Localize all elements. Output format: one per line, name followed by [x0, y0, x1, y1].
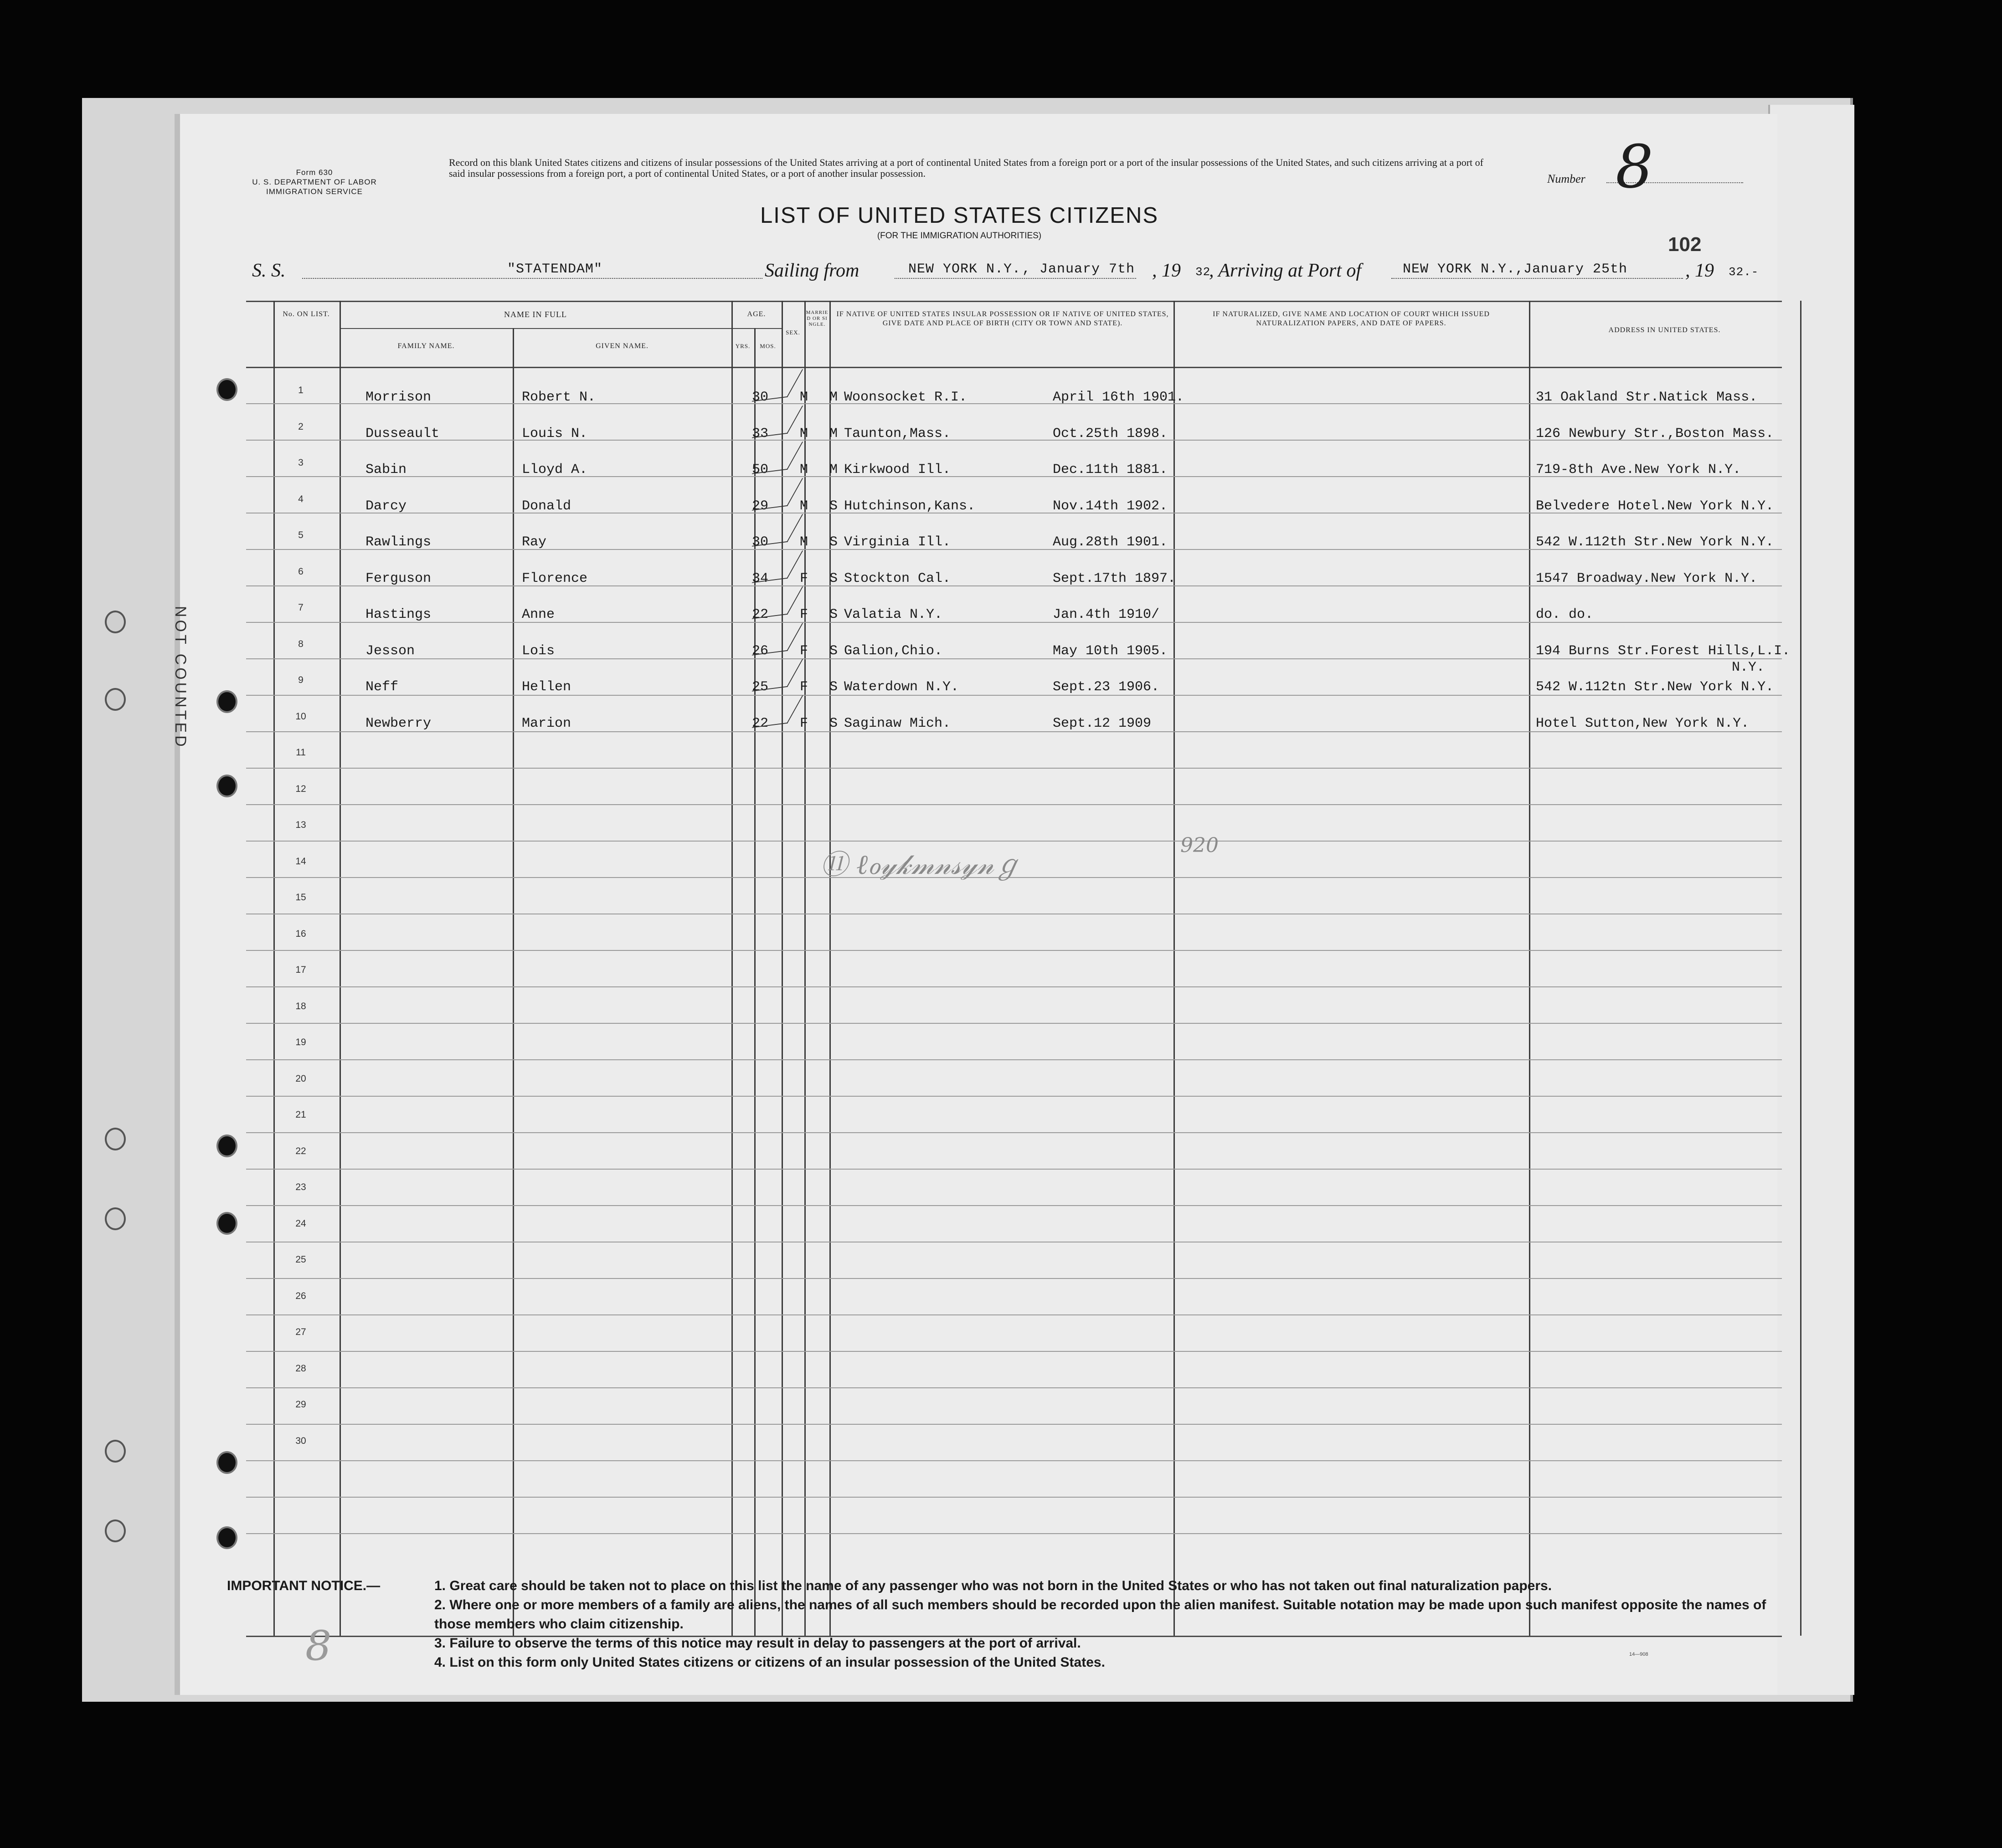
birth-date-cell: Sept.17th 1897. — [1053, 570, 1176, 586]
checkmark-icon — [752, 406, 803, 438]
row-rule — [246, 841, 1782, 842]
binder-hole — [216, 1526, 237, 1549]
birthplace-cell: Galion,Chio. — [844, 643, 943, 659]
name-subheader-rule — [340, 328, 731, 329]
sex-cell: F — [800, 570, 808, 586]
sailing-from-label: Sailing from — [765, 260, 859, 281]
header-family-name: FAMILY NAME. — [397, 342, 455, 350]
row-rule — [246, 1351, 1782, 1352]
birthplace-cell: Virginia Ill. — [844, 534, 951, 550]
row-number: 6 — [298, 566, 304, 577]
birthplace-cell: Taunton,Mass. — [844, 426, 951, 441]
passenger-table — [246, 301, 1791, 1636]
row-rule — [246, 1278, 1782, 1279]
birthplace-cell: Valatia N.Y. — [844, 607, 943, 622]
address-cell: 126 Newbury Str.,Boston Mass. — [1536, 426, 1774, 441]
age-subheader-rule — [731, 328, 782, 329]
col-line-yrs — [731, 301, 733, 1636]
row-rule — [246, 1205, 1782, 1206]
header-bottom-rule — [246, 367, 1782, 368]
row-rule — [246, 768, 1782, 769]
row-number: 16 — [295, 928, 306, 939]
binder-hole — [105, 611, 126, 633]
birth-date-cell: April 16th 1901. — [1053, 390, 1184, 405]
binder-hole — [216, 1212, 237, 1235]
row-rule — [246, 1096, 1782, 1097]
birthplace-cell: Waterdown N.Y. — [844, 679, 959, 695]
age-years-cell: 22 — [752, 607, 769, 622]
notice-item-2: 2. Where one or more members of a family are aliens, the names of all such members should be recorded upon the alien manifest. Suitable notation may be made upon such manifest opposite the names of those members who claim citizenship. — [434, 1597, 1766, 1632]
age-years-cell: 22 — [752, 715, 769, 731]
binder-hole — [105, 1207, 126, 1230]
department-name: U. S. DEPARTMENT OF LABOR — [252, 178, 377, 186]
notice-heading: IMPORTANT NOTICE.— — [227, 1578, 381, 1593]
row-number: 14 — [295, 856, 306, 867]
row-number: 7 — [298, 602, 304, 613]
header-mos: MOS. — [760, 343, 776, 349]
row-rule — [246, 695, 1782, 696]
row-rule — [246, 1387, 1782, 1388]
birthplace-cell: Hutchinson,Kans. — [844, 498, 976, 514]
given-name-cell: Anne — [522, 607, 555, 622]
sex-cell: M — [800, 498, 808, 514]
row11-scribble: ⑪ ℓℴ𝓎𝓀𝓂𝓃𝓈𝓎𝓃ℊ — [820, 849, 1021, 881]
voyage-line — [252, 260, 1774, 287]
family-name-cell: Morrison — [365, 390, 432, 405]
row-number: 17 — [295, 965, 306, 975]
header-birth: IF NATIVE OF UNITED STATES INSULAR POSSESSION OR IF NATIVE OF UNITED STATES, GIVE DATE AND PLACE OF BIRTH (CITY OR TOWN AND STATE). — [836, 310, 1169, 327]
manifest-page — [172, 114, 1791, 1695]
arriving-year-prefix: , 19 — [1685, 260, 1714, 281]
row-number: 25 — [295, 1254, 306, 1265]
row-rule — [246, 1023, 1782, 1024]
binder-hole — [105, 1440, 126, 1463]
row-number: 2 — [298, 421, 304, 432]
family-name-cell: Ferguson — [365, 570, 432, 586]
arriving-port: NEW YORK N.Y., — [1403, 262, 1524, 277]
sailing-year: 32 — [1195, 265, 1211, 279]
family-name-cell: Hastings — [365, 607, 432, 622]
checkmark-icon — [752, 623, 803, 655]
row-number: 18 — [295, 1001, 306, 1011]
row-rule — [246, 1497, 1782, 1498]
row-number: 24 — [295, 1218, 306, 1229]
col-line-end — [1800, 301, 1801, 1636]
sailing-year-prefix: , 19 — [1152, 260, 1181, 281]
given-name-cell: Lloyd A. — [522, 462, 588, 477]
header-sex: SEX. — [786, 329, 800, 336]
birth-date-cell: Sept.12 1909 — [1053, 715, 1152, 731]
row-number: 15 — [295, 892, 306, 903]
binder-hole — [105, 688, 126, 711]
age-years-cell: 50 — [752, 462, 769, 477]
row-number: 27 — [295, 1327, 306, 1337]
marital-status-cell: S — [829, 498, 838, 514]
page-subtitle: (FOR THE IMMIGRATION AUTHORITIES) — [877, 231, 1042, 241]
given-name-cell: Marion — [522, 715, 571, 731]
col-line-mos — [754, 328, 756, 1636]
family-name-cell: Sabin — [365, 462, 407, 477]
binder-hole — [216, 1134, 237, 1157]
form-number: Form 630 — [296, 168, 333, 177]
checkmark-icon — [752, 586, 803, 619]
sex-cell: M — [800, 426, 808, 441]
header-name-in-full: NAME IN FULL — [504, 310, 567, 319]
given-name-cell: Donald — [522, 498, 571, 514]
birth-date-cell: May 10th 1905. — [1053, 643, 1168, 659]
notice-form-code: 14—908 — [1629, 1652, 1648, 1657]
notice-item-4: 4. List on this form only United States citizens or citizens of an insular possession of the United States. — [434, 1655, 1105, 1670]
arriving-year: 32.- — [1729, 265, 1759, 279]
row-rule — [246, 1314, 1782, 1315]
address-cell: 1547 Broadway.New York N.Y. — [1536, 570, 1758, 586]
row-number: 1 — [298, 385, 304, 395]
sex-cell: F — [800, 679, 808, 695]
header-naturalized: IF NATURALIZED, GIVE NAME AND LOCATION OF COURT WHICH ISSUED NATURALIZATION PAPERS, AND DATE OF PAPERS. — [1213, 310, 1490, 327]
col-line-naturalized — [1173, 301, 1175, 1636]
marital-status-cell: S — [829, 679, 838, 695]
row-rule — [246, 1533, 1782, 1534]
family-name-cell: Jesson — [365, 643, 415, 659]
row-number: 21 — [295, 1109, 306, 1120]
number-label: Number — [1547, 172, 1585, 185]
marital-status-cell: S — [829, 715, 838, 731]
sex-cell: M — [800, 390, 808, 405]
ss-label: S. S. — [252, 260, 286, 281]
row-rule — [246, 1424, 1782, 1425]
row-rule — [246, 731, 1782, 732]
row-number: 5 — [298, 530, 304, 540]
arriving-date: January 25th — [1523, 262, 1628, 277]
age-years-cell: 26 — [752, 643, 769, 659]
age-years-cell: 25 — [752, 679, 769, 695]
row-rule — [246, 1132, 1782, 1133]
given-name-cell: Ray — [522, 534, 547, 550]
notice-item-1: 1. Great care should be taken not to place on this list the name of any passenger who was not born in the United States or who has not taken out final naturalization papers. — [434, 1578, 1552, 1593]
checkmark-icon — [752, 695, 803, 728]
given-name-cell: Lois — [522, 643, 555, 659]
col-line-address — [1529, 301, 1530, 1636]
binder-hole — [105, 1519, 126, 1542]
binder-hole — [216, 1451, 237, 1474]
marital-status-cell: S — [829, 643, 838, 659]
address-cell: Hotel Sutton,New York N.Y. — [1536, 715, 1750, 731]
margin-handwriting: 8 — [305, 1622, 332, 1670]
binder-hole — [216, 378, 237, 401]
row-number: 11 — [296, 747, 306, 758]
col-line-given — [513, 328, 514, 1636]
not-counted-stamp: NOT COUNTED — [172, 606, 189, 749]
address-cell: do. do. — [1536, 607, 1594, 622]
age-years-cell: 30 — [752, 390, 769, 405]
checkmark-icon — [752, 369, 803, 401]
birthplace-cell: Stockton Cal. — [844, 570, 951, 586]
table-top-rule — [246, 301, 1782, 302]
row-number: 3 — [298, 457, 304, 468]
row-number: 9 — [298, 675, 304, 685]
row-number: 4 — [298, 493, 304, 504]
family-name-cell: Darcy — [365, 498, 407, 514]
address-cell: Belvedere Hotel.New York N.Y. — [1536, 498, 1774, 514]
marital-status-cell: M — [829, 426, 838, 441]
header-married-single: MARRIED OR SINGLE. — [806, 310, 829, 327]
address-cell: 719-8th Ave.New York N.Y. — [1536, 462, 1741, 477]
checkmark-icon — [752, 478, 803, 510]
sex-cell: F — [800, 715, 808, 731]
row-number: 12 — [295, 783, 306, 794]
notice-item-3: 3. Failure to observe the terms of this notice may result in delay to passengers at the port of arrival. — [434, 1636, 1081, 1651]
stamp-number: 102 — [1668, 233, 1702, 256]
family-name-cell: Newberry — [365, 715, 432, 731]
page-title: LIST OF UNITED STATES CITIZENS — [760, 203, 1159, 228]
marital-status-cell: S — [829, 607, 838, 622]
checkmark-icon — [752, 514, 803, 546]
ship-name: "STATENDAM" — [507, 262, 603, 277]
given-name-cell: Florence — [522, 570, 588, 586]
row-rule — [246, 950, 1782, 951]
marital-status-cell: M — [829, 462, 838, 477]
row-rule — [246, 1460, 1782, 1461]
sex-cell: M — [800, 534, 808, 550]
address-continuation: N.Y. — [1732, 659, 1765, 675]
given-name-cell: Hellen — [522, 679, 571, 695]
binder-hole — [216, 775, 237, 797]
number-value: 8 — [1616, 132, 1653, 201]
family-name-cell: Dusseault — [365, 426, 440, 441]
row-number: 8 — [298, 638, 304, 649]
sex-cell: M — [800, 462, 808, 477]
birth-date-cell: Dec.11th 1881. — [1053, 462, 1168, 477]
row-number: 20 — [295, 1073, 306, 1084]
sex-cell: F — [800, 643, 808, 659]
checkmark-icon — [752, 441, 803, 474]
row-rule — [246, 1059, 1782, 1060]
service-name: IMMIGRATION SERVICE — [266, 187, 363, 196]
birth-date-cell: Sept.23 1906. — [1053, 679, 1160, 695]
birth-date-cell: Jan.4th 1910/ — [1053, 607, 1160, 622]
header-age: AGE. — [747, 310, 766, 318]
address-cell: 542 W.112tn Str.New York N.Y. — [1536, 679, 1774, 695]
checkmark-icon — [752, 659, 803, 691]
row-number: 29 — [295, 1399, 306, 1410]
row-number: 19 — [295, 1037, 306, 1047]
sex-cell: F — [800, 607, 808, 622]
arriving-label: , Arriving at Port of — [1209, 260, 1362, 281]
age-years-cell: 33 — [752, 426, 769, 441]
address-cell: 542 W.112th Str.New York N.Y. — [1536, 534, 1774, 550]
family-name-cell: Neff — [365, 679, 399, 695]
col-line-family — [340, 301, 341, 1636]
age-years-cell: 34 — [752, 570, 769, 586]
header-yrs: YRS. — [735, 343, 751, 349]
binder-hole — [216, 690, 237, 713]
marital-status-cell: M — [829, 390, 838, 405]
col-line-no — [273, 301, 275, 1636]
row11-handwritten-number: 920 — [1180, 834, 1219, 857]
age-years-cell: 29 — [752, 498, 769, 514]
form-identifier — [223, 168, 406, 196]
birth-date-cell: Nov.14th 1902. — [1053, 498, 1168, 514]
birthplace-cell: Woonsocket R.I. — [844, 390, 968, 405]
header-address: ADDRESS IN UNITED STATES. — [1608, 326, 1721, 334]
header-given-name: GIVEN NAME. — [596, 342, 648, 350]
given-name-cell: Robert N. — [522, 390, 596, 405]
birth-date-cell: Oct.25th 1898. — [1053, 426, 1168, 441]
row-rule — [246, 1169, 1782, 1170]
given-name-cell: Louis N. — [522, 426, 588, 441]
header-no-on-list: No. ON LIST. — [283, 310, 330, 318]
row-number: 22 — [295, 1145, 306, 1156]
age-years-cell: 30 — [752, 534, 769, 550]
row-number: 26 — [295, 1290, 306, 1301]
birth-date-cell: Aug.28th 1901. — [1053, 534, 1168, 550]
family-name-cell: Rawlings — [365, 534, 432, 550]
row-rule — [246, 986, 1782, 987]
marital-status-cell: S — [829, 534, 838, 550]
sailing-from-port: NEW YORK N.Y. — [908, 262, 1021, 277]
row-rule — [246, 804, 1782, 805]
row-number: 13 — [295, 820, 306, 830]
binder-hole — [105, 1128, 126, 1150]
row-number: 30 — [295, 1435, 306, 1446]
row-number: 23 — [295, 1182, 306, 1192]
birthplace-cell: Kirkwood Ill. — [844, 462, 951, 477]
marital-status-cell: S — [829, 570, 838, 586]
record-instructions: Record on this blank United States citizens and citizens of insular possessions of the United States arriving at a port of continental United States from a foreign port or a port of the insular possessions of the United States, and such citizens arriving at a port of said insular possessions from a foreign port, a port of continental United States, or a port of another insular possession. — [449, 157, 1483, 179]
address-cell: 31 Oakland Str.Natick Mass. — [1536, 390, 1758, 405]
sailing-date: , January 7th — [1022, 262, 1135, 277]
checkmark-icon — [752, 550, 803, 583]
address-cell: 194 Burns Str.Forest Hills,L.I. — [1536, 643, 1791, 659]
row-number: 10 — [295, 711, 306, 722]
birthplace-cell: Saginaw Mich. — [844, 715, 951, 731]
row-number: 28 — [295, 1363, 306, 1374]
